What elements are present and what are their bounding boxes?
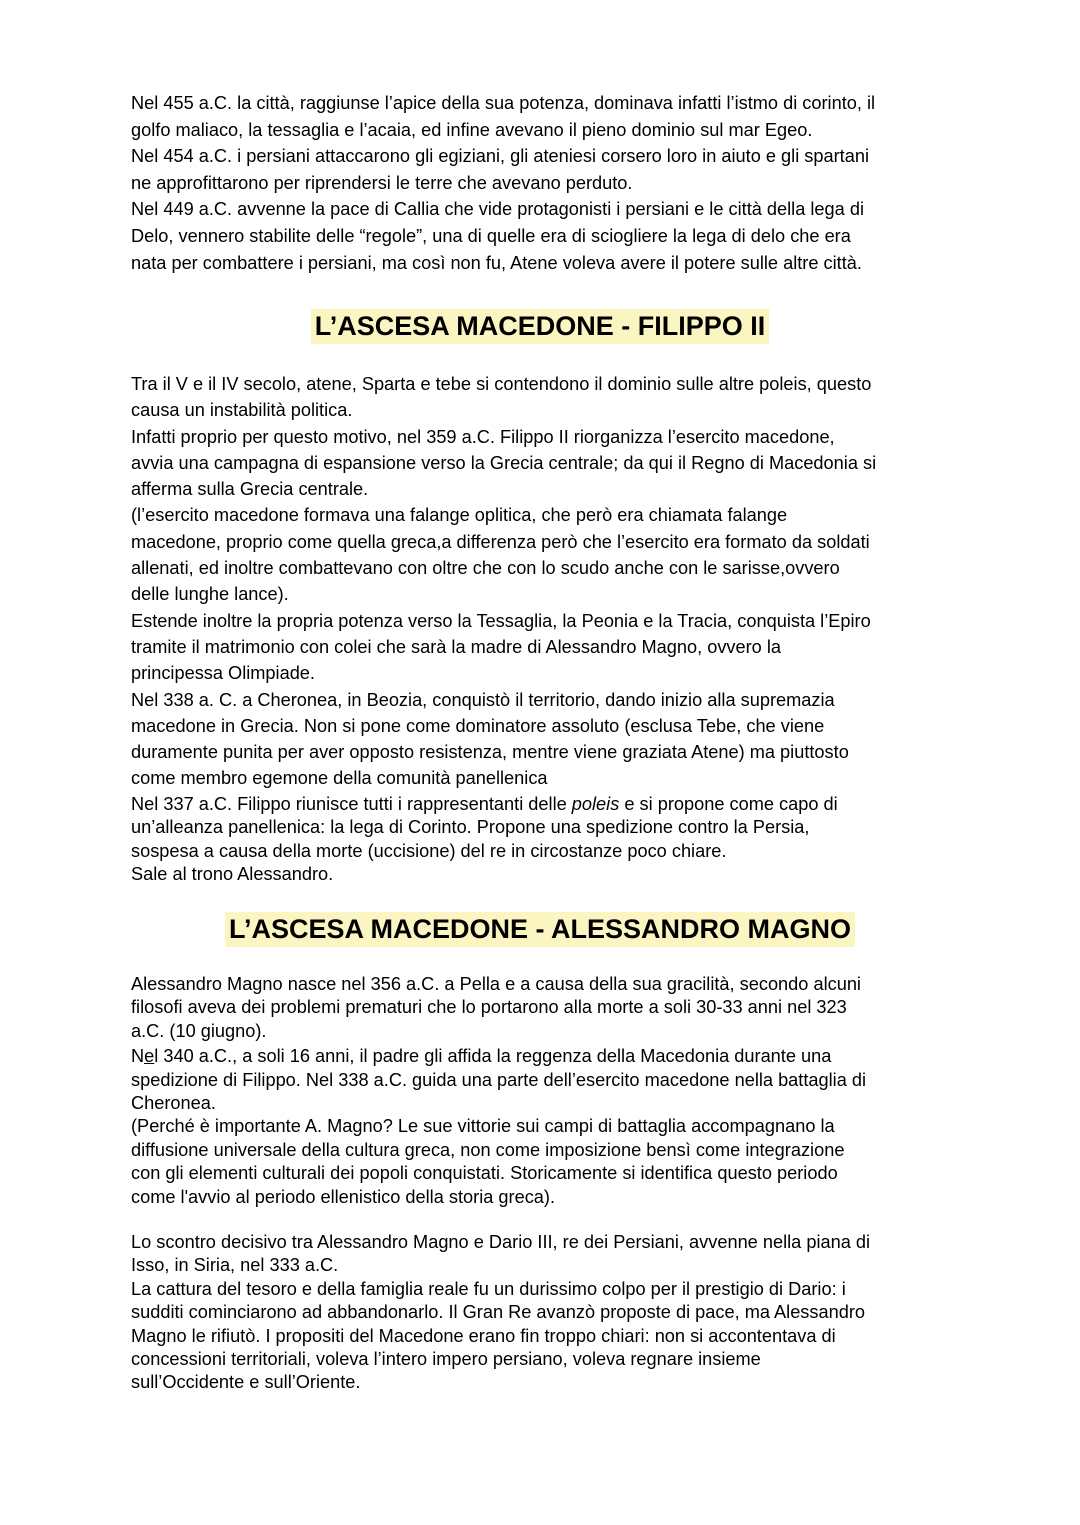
paragraph-340-rest: l 340 a.C., a soli 16 anni, il padre gli affida la reggenza della Macedonia durante una spedizione di Filippo. Nel 338 a.C. guida una parte dell’esercito macedone nella battaglia di Cheronea. — [131, 1046, 867, 1114]
heading-alessandro-wrap — [0, 912, 1080, 947]
paragraph-dario: La cattura del tesoro e della famiglia reale fu un durissimo colpo per il prestigio di Dario: i sudditi cominciarono ad abbandonarlo. Il Gran Re avanzò proposte di pace, ma Alessandro Magno le rifiutò. I propositi del Macedone erano fin troppo chiari: non si accontentava di concessioni territoriali, voleva l’intero impero persiano, voleva regnare insieme sull’Occidente e sull’Oriente. — [131, 1278, 866, 1393]
alessandro-section-2 — [131, 1231, 961, 1395]
paragraph-isso: Lo scontro decisivo tra Alessandro Magno e Dario III, re dei Persiani, avvenne nella piana di Isso, in Siria, nel 333 a.C. — [131, 1232, 871, 1276]
paragraph-454: Nel 454 a.C. i persiani attaccarono gli egiziani, gli ateniesi corsero loro in aiuto e gli spartani ne approfittarono per riprendersi le terre che avevano perduto. — [131, 146, 870, 193]
paragraph-449: Nel 449 a.C. avvenne la pace di Callia che vide protagonisti i persiani e le città della lega di Delo, vennero stabilite delle “regole”, una di quelle era di sciogliere la lega di delo che era nata per combattere i persiani, ma così non fu, Atene voleva avere il potere sulle altre città. — [131, 199, 864, 273]
heading-filippo-wrap — [0, 309, 1080, 344]
paragraph-338-cheronea: Nel 338 a. C. a Cheronea, in Beozia, conquistò il territorio, dando inizio alla supremazia macedone in Grecia. Non si pone come dominatore assoluto (esclusa Tebe, che viene duramente punita per aver opposto resistenza, mentre viene graziata Atene) ma piuttosto come membro egemone della comunità panellenica — [131, 689, 849, 789]
paragraph-337 — [131, 793, 961, 887]
section-heading-filippo: L’ASCESA MACEDONE - FILIPPO II — [311, 309, 770, 344]
paragraph-importance: (Perché è importante A. Magno? Le sue vittorie sui campi di battaglia accompagnano la diffusione universale della cultura greca, non come imposizione bensì come integrazione con gli elementi culturali dei popoli conquistati. Storicamente si identifica questo periodo come l'avvio al periodo ellenistico della storia greca). — [131, 1116, 845, 1207]
paragraph-455: Nel 455 a.C. la città, raggiunse l’apice della sua potenza, dominava infatti l’istmo di corinto, il golfo maliaco, la tessaglia e l’acaia, ed infine avevano il pieno dominio sul mar Egeo. — [131, 93, 876, 140]
section-heading-alessandro: L’ASCESA MACEDONE - ALESSANDRO MAGNO — [225, 912, 855, 947]
paragraph-359: Infatti proprio per questo motivo, nel 359 a.C. Filippo II riorganizza l’esercito macedone, avvia una campagna di espansione verso la Grecia centrale; da qui il Regno di Macedonia si afferma sulla Grecia centrale. — [131, 426, 877, 500]
paragraph-337-part2: e si propone come capo di un’alleanza panellenica: la lega di Corinto. Propone una spedizione contro la Persia, sospesa a causa della morte (uccisione) del re in circostanze poco chiare. Sale al trono Alessandro. — [131, 794, 838, 885]
paragraph-340-first-letter: N — [131, 1046, 145, 1067]
alessandro-section — [131, 973, 961, 1209]
filippo-section — [131, 371, 961, 792]
poleis-italic: poleis — [571, 794, 620, 814]
intro-section — [131, 90, 961, 276]
paragraph-birth: Alessandro Magno nasce nel 356 a.C. a Pella e a causa della sua gracilità, secondo alcuni filosofi aveva dei problemi prematuri che lo portarono alla morte a soli 30-33 anni nel 323 a.C. (10 giugno). — [131, 974, 861, 1041]
paragraph-340-underlined-letter: e — [144, 1046, 155, 1067]
paragraph-poleis-contest: Tra il V e il IV secolo, atene, Sparta e tebe si contendono il dominio sulle altre poleis, questo causa un instabilità politica. — [131, 374, 872, 421]
paragraph-340 — [131, 1045, 961, 1115]
filippo-section-337 — [131, 793, 961, 887]
paragraph-falange: (l’esercito macedone formava una falange oplitica, che però era chiamata falange macedone, proprio come quella greca,a differenza però che l’esercito era formato da soldati allenati, ed inoltre combattevano con oltre che con lo scudo anche con le sarisse,ovvero delle lunghe lance). — [131, 505, 870, 605]
paragraph-expansion: Estende inoltre la propria potenza verso la Tessaglia, la Peonia e la Tracia, conquista l’Epiro tramite il matrimonio con colei che sarà la madre di Alessandro Magno, ovvero la principessa Olimpiade. — [131, 610, 871, 684]
paragraph-337-part1: Nel 337 a.C. Filippo riunisce tutti i rappresentanti delle — [131, 794, 572, 814]
